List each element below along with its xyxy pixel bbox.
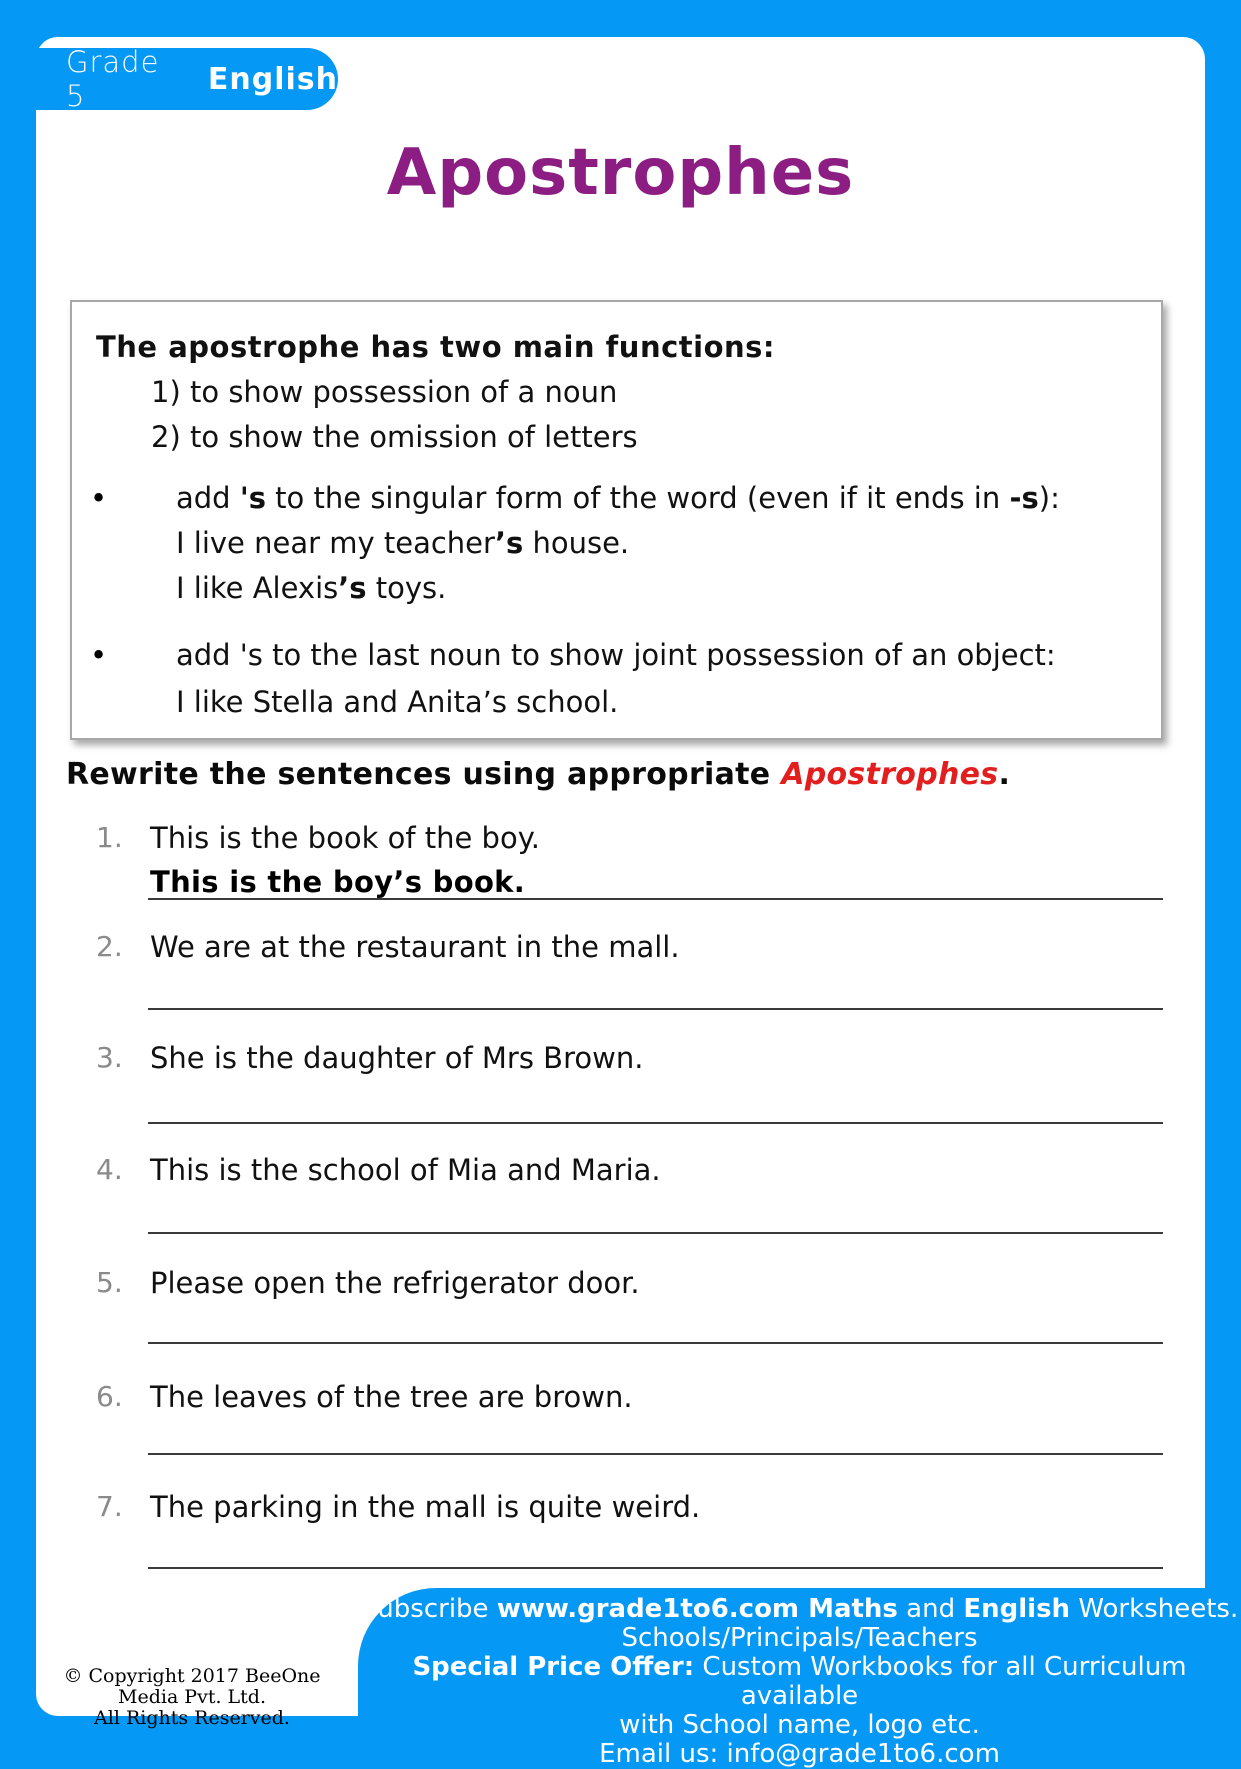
copyright-notice bbox=[37, 1666, 347, 1729]
answer-line[interactable] bbox=[148, 1232, 1163, 1234]
grade-subject-badge bbox=[20, 45, 338, 113]
rule-bullet-1: add 's to the singular form of the word (even if it ends in -s): bbox=[176, 481, 1060, 515]
copyright-line-1: © Copyright 2017 BeeOne Media Pvt. Ltd. bbox=[63, 1665, 321, 1708]
question-text: The parking in the mall is quite weird. bbox=[150, 1490, 701, 1524]
footer-offer-line: Special Price Offer: Custom Workbooks for all Curriculum available bbox=[412, 1652, 1187, 1711]
rule-example-1: I live near my teacher’s house. bbox=[176, 526, 630, 560]
exercise-instruction: Rewrite the sentences using appropriate Apostrophes. bbox=[66, 757, 1011, 792]
footer-customization-line: with School name, logo etc. bbox=[619, 1710, 980, 1740]
footer-audience-line: Schools/Principals/Teachers bbox=[621, 1623, 978, 1653]
bullet-icon: • bbox=[90, 638, 108, 672]
question-number: 7. bbox=[96, 1490, 123, 1523]
answer-line[interactable] bbox=[148, 1122, 1163, 1124]
copyright-line-2: All Rights Reserved. bbox=[94, 1707, 290, 1729]
rule-example-3: I like Stella and Anita’s school. bbox=[176, 685, 619, 719]
question-number: 5. bbox=[96, 1266, 123, 1299]
question-text: This is the school of Mia and Maria. bbox=[150, 1153, 661, 1187]
answer-line[interactable] bbox=[148, 898, 1163, 900]
answer-text: This is the boy’s book. bbox=[150, 865, 526, 899]
question-text: Please open the refrigerator door. bbox=[150, 1266, 640, 1300]
footer-subscribe-line: Subscribe www.grade1to6.com Maths and English Worksheets. bbox=[360, 1594, 1239, 1624]
grade-label: Grade 5 bbox=[66, 45, 160, 113]
question-number: 3. bbox=[96, 1041, 123, 1074]
question-text: She is the daughter of Mrs Brown. bbox=[150, 1041, 644, 1075]
footer-panel bbox=[358, 1588, 1241, 1769]
answer-line[interactable] bbox=[148, 1567, 1163, 1569]
bullet-icon: • bbox=[90, 481, 108, 515]
rules-box bbox=[70, 300, 1163, 740]
worksheet-title: Apostrophes bbox=[386, 136, 855, 210]
subject-label: English bbox=[207, 61, 338, 97]
answer-line[interactable] bbox=[148, 1453, 1163, 1455]
rule-bullet-2: add 's to the last noun to show joint possession of an object: bbox=[176, 638, 1056, 672]
question-number: 1. bbox=[96, 821, 123, 854]
question-text: This is the book of the boy. bbox=[150, 821, 540, 855]
question-number: 4. bbox=[96, 1153, 123, 1186]
question-number: 2. bbox=[96, 930, 123, 963]
question-text: We are at the restaurant in the mall. bbox=[150, 930, 680, 964]
rule-function-2: 2) to show the omission of letters bbox=[151, 420, 638, 454]
footer-email-line: Email us: info@grade1to6.com bbox=[599, 1739, 1000, 1769]
question-number: 6. bbox=[96, 1380, 123, 1413]
answer-line[interactable] bbox=[148, 1008, 1163, 1010]
instruction-highlight: Apostrophes bbox=[781, 757, 999, 792]
rules-heading: The apostrophe has two main functions: bbox=[96, 330, 776, 364]
rule-example-2: I like Alexis’s toys. bbox=[176, 571, 447, 605]
answer-line[interactable] bbox=[148, 1342, 1163, 1344]
rule-function-1: 1) to show possession of a noun bbox=[151, 375, 618, 409]
question-text: The leaves of the tree are brown. bbox=[150, 1380, 633, 1414]
